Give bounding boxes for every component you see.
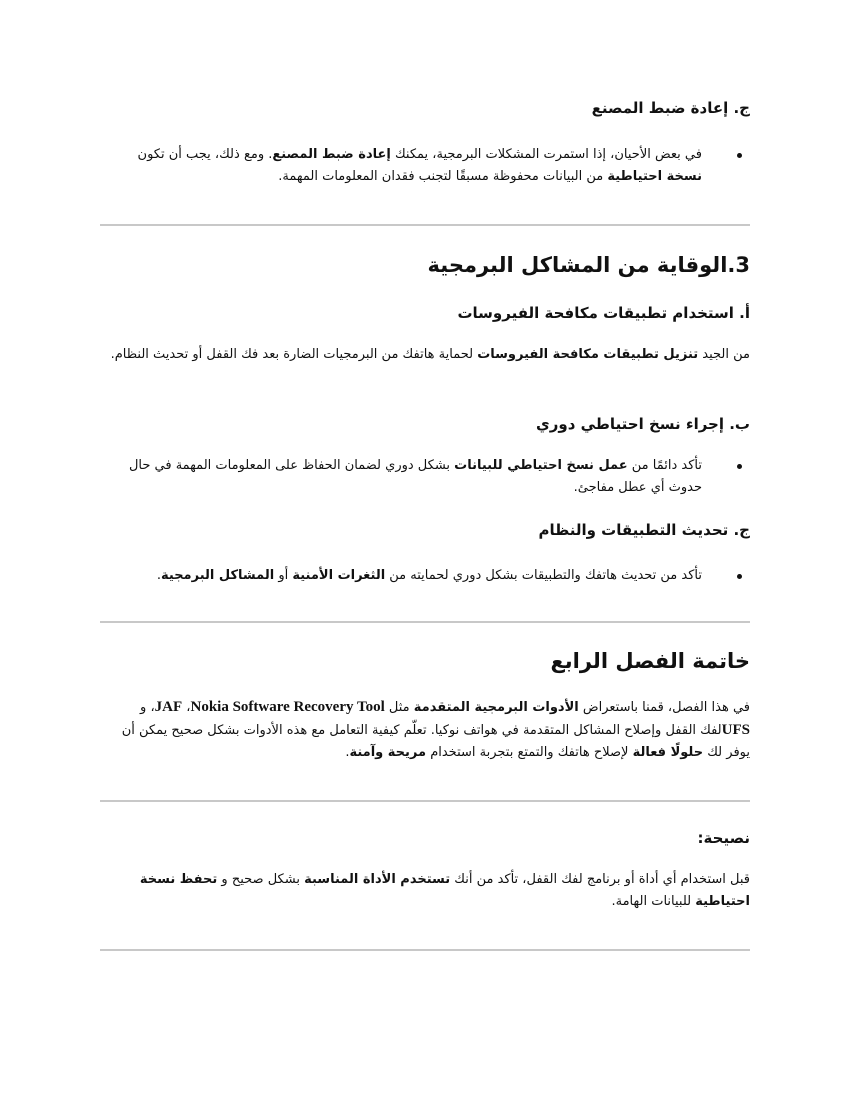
divider: [100, 621, 750, 623]
prevention-title: 3.الوقاية من المشاكل البرمجية: [427, 253, 750, 277]
divider: [100, 224, 750, 226]
conclusion-paragraph: في هذا الفصل، قمنا باستعراض الأدوات البرمجية المتقدمة مثل Nokia Software Recovery Tool، JAF، و UFSلفك القفل وإصلاح المشاكل المتقدمة في هواتف نوكيا. تعلّم كيفية التعامل مع هذه الأدوات بشكل صحيح يمكن أن يوفر لك حلولًا فعالة لإصلاح هاتفك والتمتع بتجربة استخدام مريحة وآمنة.: [121, 699, 750, 760]
backup-heading: ب. إجراء نسخ احتياطي دوري: [536, 415, 750, 433]
update-heading: ج. تحديث التطبيقات والنظام: [538, 521, 750, 539]
tip-paragraph: قبل استخدام أي أداة أو برنامج لفك القفل، تأكد من أنك تستخدم الأداة المناسبة بشكل صحيح و تحفظ نسخة احتياطية للبيانات الهامة.: [139, 872, 750, 909]
update-list: [100, 565, 750, 587]
factory-reset-list: [100, 144, 750, 188]
divider: [100, 800, 750, 802]
antivirus-heading: أ. استخدام تطبيقات مكافحة الفيروسات: [457, 304, 750, 322]
divider: [100, 949, 750, 951]
factory-reset-bullet: في بعض الأحيان، إذا استمرت المشكلات البرمجية، يمكنك إعادة ضبط المصنع. ومع ذلك، يجب أن تكون نسخة احتياطية من البيانات محفوظة مسبقًا لتجنب فقدان المعلومات المهمة.: [100, 144, 750, 188]
tip-heading: نصيحة:: [697, 829, 750, 847]
backup-bullet: تأكد دائمًا من عمل نسخ احتياطي للبيانات بشكل دوري لضمان الحفاظ على المعلومات المهمة في حال حدوث أي عطل مفاجئ.: [100, 455, 750, 499]
conclusion-title: خاتمة الفصل الرابع: [550, 649, 750, 673]
update-bullet: تأكد من تحديث هاتفك والتطبيقات بشكل دوري لحمايته من الثغرات الأمنية أو المشاكل البرمجية.: [100, 565, 750, 587]
factory-reset-heading: ج. إعادة ضبط المصنع: [591, 99, 750, 117]
antivirus-paragraph: من الجيد تنزيل تطبيقات مكافحة الفيروسات لحماية هاتفك من البرمجيات الضارة بعد فك القفل أو تحديث النظام.: [110, 347, 750, 362]
backup-list: [100, 455, 750, 499]
